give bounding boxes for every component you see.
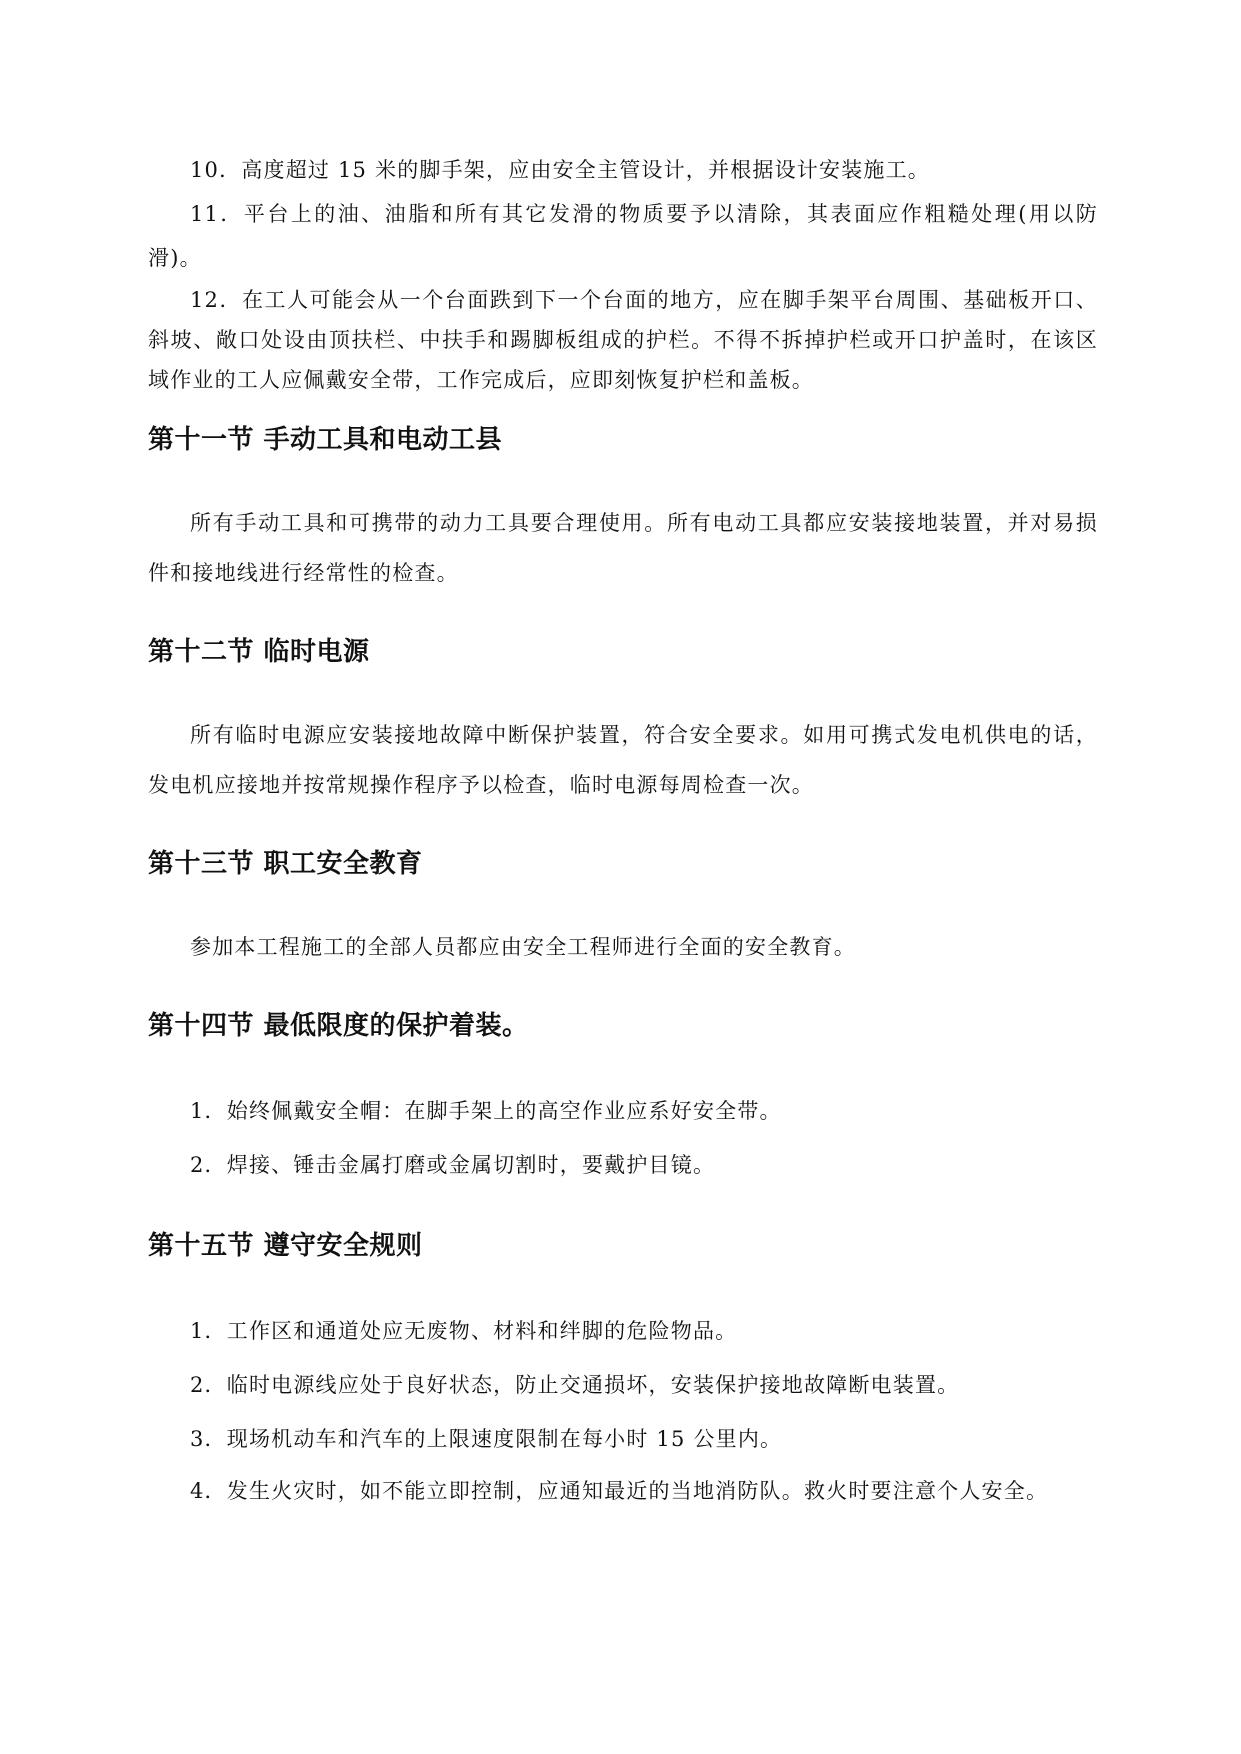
section-14-list: [148, 1084, 1098, 1192]
section-13-paragraph: 参加本工程施工的全部人员都应由安全工程师进行全面的安全教育。: [190, 935, 856, 959]
section-heading-12: 第十二节 临时电源: [148, 637, 370, 667]
intro-item-12: 12．在工人可能会从一个台面跌到下一个台面的地方，应在脚手架平台周围、基础板开口、斜坡、敞口处设由顶扶栏、中扶手和踢脚板组成的护栏。不得不拆掉护栏或开口护盖时，在该区域作业的工人应佩戴安全带，工作完成后，应即刻恢复护栏和盖板。: [148, 288, 1098, 392]
section-15-list: [148, 1304, 1098, 1516]
list-item: 3．现场机动车和汽车的上限速度限制在每小时 15 公里内。: [190, 1427, 783, 1451]
section-heading-15: 第十五节 遵守安全规则: [148, 1231, 423, 1261]
section-heading-13: 第十三节 职工安全教育: [148, 849, 423, 879]
section-11-paragraph: 所有手动工具和可携带的动力工具要合理使用。所有电动工具都应安装接地装置，并对易损件和接地线进行经常性的检查。: [148, 511, 1098, 585]
section-heading-11: 第十一节 手动工具和电动工县: [148, 425, 503, 455]
section-heading-14: 第十四节 最低限度的保护着装。: [148, 1011, 529, 1041]
intro-item-10: 10．高度超过 15 米的脚手架，应由安全主管设计，并根据设计安装施工。: [190, 158, 930, 182]
list-item: 2．临时电源线应处于良好状态，防止交通损坏，安装保护接地故障断电装置。: [190, 1373, 960, 1397]
intro-item-11: 11．平台上的油、油脂和所有其它发滑的物质要予以清除，其表面应作粗糙处理(用以防滑)。: [148, 202, 1098, 270]
list-item: 4．发生火灾时，如不能立即控制，应通知最近的当地消防队。救火时要注意个人安全。: [190, 1479, 1049, 1503]
list-item: 1．始终佩戴安全帽：在脚手架上的高空作业应系好安全带。: [190, 1099, 782, 1123]
list-item: 2．焊接、锤击金属打磨或金属切割时，要戴护目镜。: [190, 1153, 716, 1177]
list-item: 1．工作区和通道处应无废物、材料和绊脚的危险物品。: [190, 1319, 738, 1343]
section-12-paragraph: 所有临时电源应安装接地故障中断保护装置，符合安全要求。如用可携式发电机供电的话，发电机应接地并按常规操作程序予以检查，临时电源每周检查一次。: [148, 723, 1098, 797]
document-body: [148, 148, 1098, 1516]
